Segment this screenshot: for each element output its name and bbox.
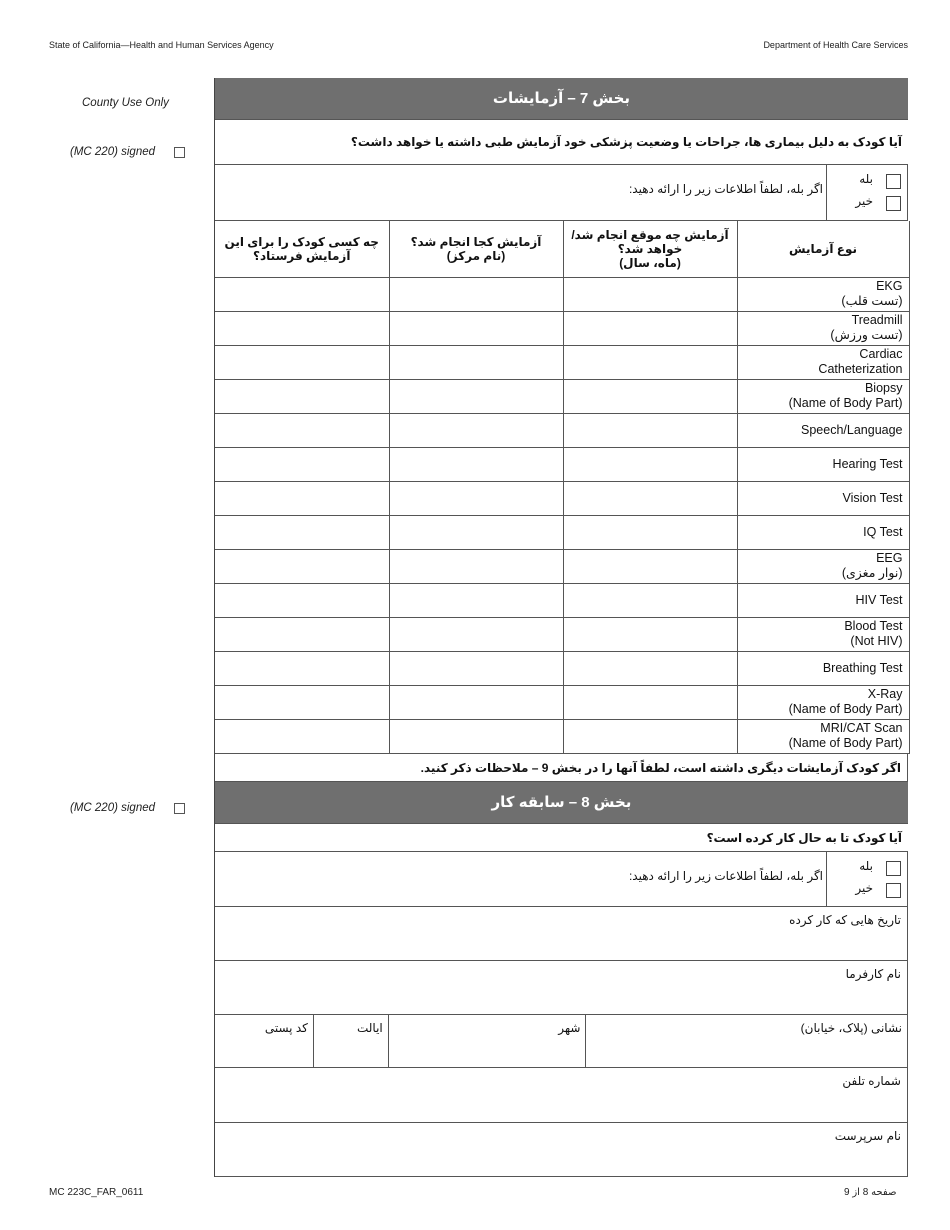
test-when-cell[interactable] (563, 719, 737, 753)
test-name-cell (737, 379, 909, 413)
test-name-cell (737, 549, 909, 583)
test-name-cell (737, 311, 909, 345)
section8-no-checkbox[interactable] (886, 883, 901, 898)
supervisor-name-field[interactable] (215, 1123, 908, 1177)
section7-if-yes-text: اگر بله، لطفاً اطلاعات زیر را ارائه دهید: (628, 182, 823, 196)
street-address-label: نشانی (پلاک، خیابان) (800, 1020, 902, 1035)
agency-header: State of California—Health and Human Services Agency (49, 40, 274, 50)
col-where-done (389, 221, 563, 277)
address-row (215, 1015, 908, 1068)
section7-no-label: خیر (855, 194, 873, 208)
section7-note: اگر کودک آزمایشات دیگری داشته است، لطفاً آنها را در بخش 9 – ملاحظات ذکر کنید. (215, 754, 908, 782)
supervisor-name-label: نام سرپرست (834, 1128, 901, 1143)
test-name-line1: Hearing Test (832, 456, 903, 471)
city-label: شهر (558, 1020, 581, 1035)
yes-no-divider (826, 165, 827, 220)
test-who-cell[interactable] (215, 345, 389, 379)
section7-yes-no-row (215, 165, 908, 221)
section7-question: آیا کودک به دلیل بیماری ها، جراحات یا وضعیت پزشکی خود آزمایش طبی داشته یا خواهد داشت؟ (215, 120, 908, 165)
test-name-cell (737, 651, 909, 685)
test-when-cell[interactable] (563, 515, 737, 549)
yes-no-divider-2 (826, 852, 827, 906)
test-name-line2: Catheterization (818, 362, 903, 376)
test-when-cell[interactable] (563, 379, 737, 413)
test-name-cell (737, 719, 909, 753)
section7-yes-checkbox[interactable] (886, 174, 901, 189)
test-where-cell[interactable] (389, 617, 563, 651)
test-who-cell[interactable] (215, 685, 389, 719)
test-row (215, 719, 909, 753)
test-when-cell[interactable] (563, 549, 737, 583)
test-row (215, 549, 909, 583)
test-who-cell[interactable] (215, 447, 389, 481)
test-row (215, 515, 909, 549)
test-where-cell[interactable] (389, 311, 563, 345)
test-name-cell (737, 515, 909, 549)
test-where-cell[interactable] (389, 651, 563, 685)
test-when-cell[interactable] (563, 311, 737, 345)
test-when-cell[interactable] (563, 413, 737, 447)
test-where-cell[interactable] (389, 583, 563, 617)
test-name-line2: (Name of Body Part) (788, 396, 903, 410)
test-who-cell[interactable] (215, 379, 389, 413)
test-row (215, 651, 909, 685)
col-when-done-text: آزمایش چه موقع انجام شد/ خواهد شد؟ (571, 227, 729, 256)
mc220-signed-label-1: (MC 220) signed (70, 146, 156, 158)
test-row (215, 481, 909, 515)
county-use-label: County Use Only (82, 97, 169, 109)
tests-table-header (215, 221, 909, 277)
form-body (214, 78, 908, 1177)
test-who-cell[interactable] (215, 481, 389, 515)
mc220-signed-checkbox-2[interactable] (174, 803, 185, 814)
section7-no-option[interactable] (851, 194, 901, 210)
section8-no-label: خیر (855, 880, 873, 895)
employer-name-label: نام کارفرما (845, 966, 901, 981)
city-field[interactable] (389, 1015, 587, 1067)
test-name-cell (737, 685, 909, 719)
page-number: صفحه 8 از 9 (844, 1187, 897, 1198)
test-name-line1: X-Ray (867, 687, 903, 701)
test-who-cell[interactable] (215, 719, 389, 753)
section7-yes-option[interactable] (851, 172, 901, 188)
state-field[interactable] (314, 1015, 389, 1067)
test-row (215, 413, 909, 447)
zip-label: کد پستی (264, 1020, 308, 1035)
test-name-line1: EEG (876, 551, 903, 565)
test-name-cell (737, 447, 909, 481)
test-where-cell[interactable] (389, 277, 563, 311)
test-where-cell[interactable] (389, 685, 563, 719)
dates-worked-field[interactable] (215, 907, 908, 961)
test-who-cell[interactable] (215, 549, 389, 583)
test-where-cell[interactable] (389, 549, 563, 583)
test-name-line1: Blood Test (844, 619, 903, 633)
test-where-cell[interactable] (389, 345, 563, 379)
test-row (215, 345, 909, 379)
test-when-cell[interactable] (563, 583, 737, 617)
mc220-signed-checkbox-1[interactable] (174, 147, 185, 158)
section8-header: بخش 8 – سابقه کار (215, 782, 908, 824)
test-name-cell (737, 413, 909, 447)
section8-yes-no-group (851, 859, 901, 901)
test-when-cell[interactable] (563, 447, 737, 481)
test-name-line1: HIV Test (855, 592, 903, 607)
col-who-referred-text: چه کسی کودک را برای این آزمایش فرستاد؟ (224, 234, 379, 263)
test-when-cell[interactable] (563, 481, 737, 515)
test-name-cell (737, 345, 909, 379)
test-name-line1: Treadmill (851, 313, 903, 327)
test-where-cell[interactable] (389, 413, 563, 447)
section8-yes-option[interactable] (851, 859, 901, 875)
test-when-cell[interactable] (563, 345, 737, 379)
section7-yes-label: بله (859, 172, 873, 186)
test-name-line1: Biopsy (864, 381, 903, 395)
test-name-cell (737, 481, 909, 515)
test-name-line1: Vision Test (842, 490, 903, 505)
section8-no-option[interactable] (851, 881, 901, 897)
test-row (215, 379, 909, 413)
test-who-cell[interactable] (215, 277, 389, 311)
test-when-cell[interactable] (563, 277, 737, 311)
test-when-cell[interactable] (563, 651, 737, 685)
col-test-type (737, 221, 909, 277)
col-where-done-text: آزمایش کجا انجام شد؟ (410, 234, 542, 249)
col-test-type-text: نوع آزمایش (789, 241, 857, 256)
test-who-cell[interactable] (215, 617, 389, 651)
phone-number-field[interactable] (215, 1068, 908, 1123)
test-who-cell[interactable] (215, 515, 389, 549)
test-name-line1: Cardiac (859, 347, 903, 361)
section7-yes-no-group (851, 172, 901, 214)
employer-name-field[interactable] (215, 961, 908, 1015)
col-who-referred (215, 221, 389, 277)
test-when-cell[interactable] (563, 685, 737, 719)
test-where-cell[interactable] (389, 515, 563, 549)
col-when-done-sub: (ماه، سال) (619, 255, 681, 270)
phone-number-label: شماره تلفن (842, 1073, 901, 1088)
test-where-cell[interactable] (389, 447, 563, 481)
test-who-cell[interactable] (215, 413, 389, 447)
test-name-line2: (Name of Body Part) (788, 736, 903, 750)
mc220-signed-label-2: (MC 220) signed (70, 802, 156, 814)
section8-yes-label: بله (859, 858, 873, 873)
test-row (215, 277, 909, 311)
state-label: ایالت (356, 1020, 383, 1035)
section8-yes-no-row (215, 852, 908, 907)
test-row (215, 617, 909, 651)
section8-question: آیا کودک تا به حال کار کرده است؟ (215, 824, 908, 852)
test-row (215, 447, 909, 481)
test-name-line2: (Name of Body Part) (788, 702, 903, 716)
test-name-cell (737, 277, 909, 311)
col-where-done-sub: (نام مرکز) (446, 248, 506, 263)
test-where-cell[interactable] (389, 719, 563, 753)
test-name-line2: (Not HIV) (850, 634, 903, 648)
tests-table-body (215, 277, 909, 753)
test-name-line2: (تست ورزش) (830, 328, 903, 342)
test-name-line1: MRI/CAT Scan (820, 721, 903, 735)
section8-yes-checkbox[interactable] (886, 861, 901, 876)
street-address-field[interactable] (586, 1015, 908, 1067)
test-name-line1: Breathing Test (822, 660, 903, 675)
test-name-line1: Speech/Language (801, 422, 903, 437)
test-name-cell (737, 583, 909, 617)
tests-table (215, 221, 910, 754)
test-row (215, 685, 909, 719)
test-where-cell[interactable] (389, 481, 563, 515)
zip-field[interactable] (215, 1015, 314, 1067)
section7-no-checkbox[interactable] (886, 196, 901, 211)
test-who-cell[interactable] (215, 651, 389, 685)
test-name-line1: IQ Test (863, 524, 903, 539)
test-row (215, 583, 909, 617)
dates-worked-label: تاریخ هایی که کار کرده (789, 912, 901, 927)
section8-if-yes-text: اگر بله، لطفاً اطلاعات زیر را ارائه دهید: (628, 868, 823, 883)
department-header: Department of Health Care Services (763, 40, 908, 50)
mc220-signed-row-2 (70, 802, 185, 814)
test-name-line2: (تست قلب) (841, 294, 903, 308)
test-when-cell[interactable] (563, 617, 737, 651)
test-where-cell[interactable] (389, 379, 563, 413)
test-name-cell (737, 617, 909, 651)
mc220-signed-row-1 (70, 146, 185, 158)
test-who-cell[interactable] (215, 311, 389, 345)
test-name-line1: EKG (876, 279, 903, 293)
test-row (215, 311, 909, 345)
section7-header: بخش 7 – آزمایشات (215, 78, 908, 120)
test-name-line2: (نوار مغزی) (841, 566, 903, 580)
col-when-done (563, 221, 737, 277)
form-code: MC 223C_FAR_0611 (49, 1187, 144, 1198)
test-who-cell[interactable] (215, 583, 389, 617)
